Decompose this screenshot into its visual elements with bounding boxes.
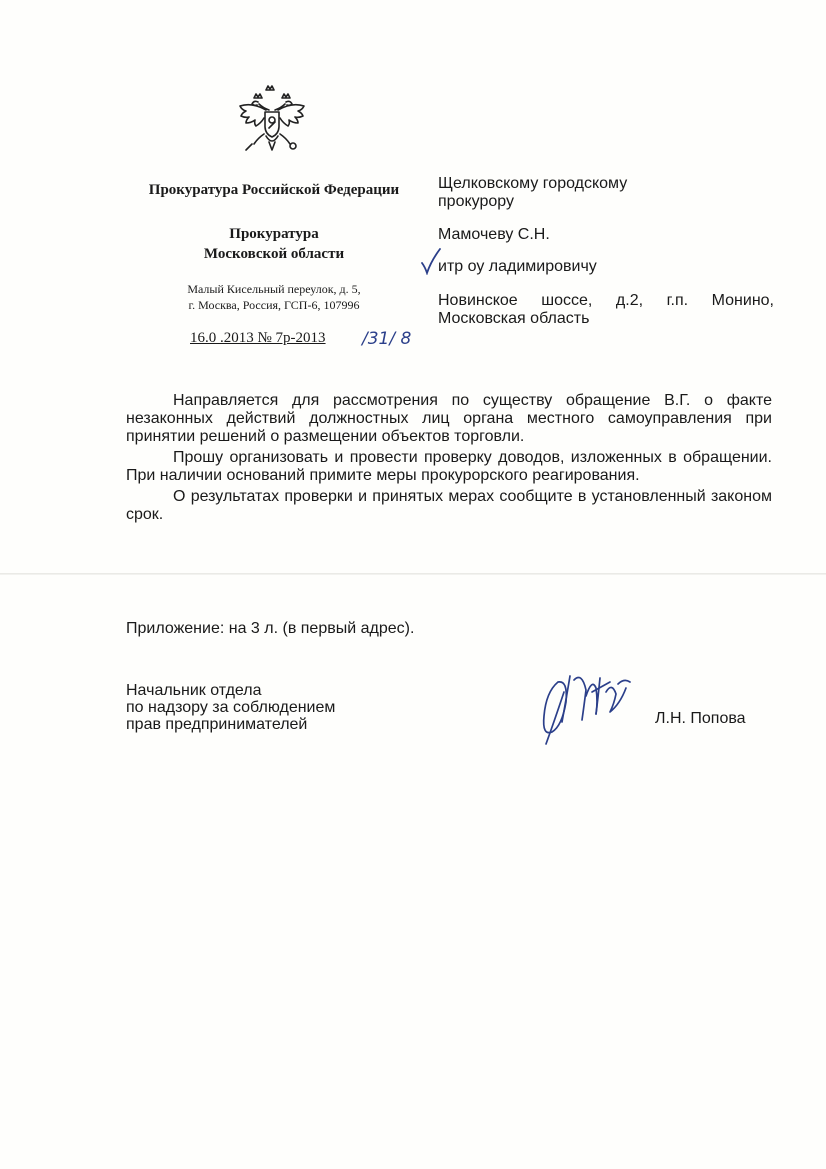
regional-office-line1: Прокуратура xyxy=(229,226,319,242)
position-line1: Начальник отдела xyxy=(126,682,262,699)
attachment-note: Приложение: на 3 л. (в первый адрес). xyxy=(126,620,415,637)
recipient-first-title xyxy=(438,175,738,211)
organization-name: Прокуратура Российской Федерации xyxy=(148,182,400,198)
body-paragraph-1: Направляется для рассмотрения по существу обращение В.Г. о факте незаконных действий должностных лиц органа местного самоуправления при принятии решений о размещении объектов торговли. xyxy=(126,392,772,445)
recipient-second-name: итр оу ладимировичу xyxy=(438,258,597,275)
organization-address xyxy=(156,281,392,313)
signer-position xyxy=(126,682,335,733)
address-line2: г. Москва, Россия, ГСП-6, 107996 xyxy=(188,298,360,312)
coat-of-arms-emblem xyxy=(236,84,308,154)
recipient-second-address xyxy=(438,292,774,328)
regional-office-name xyxy=(160,224,388,264)
recipient-first-name: Мамочеву С.Н. xyxy=(438,226,550,243)
letter-body xyxy=(126,392,772,527)
body-paragraph-2: Прошу организовать и провести проверку доводов, изложенных в обращении. При наличии оснований примите меры прокурорского реагирования. xyxy=(126,449,772,484)
recipient-address-line1: Новинское шоссе, д.2, г.п. Монино, xyxy=(438,292,774,309)
signer-name: Л.Н. Попова xyxy=(655,710,746,727)
paper-fold-line xyxy=(0,573,826,575)
position-line3: прав предпринимателей xyxy=(126,716,308,733)
address-line1: Малый Кисельный переулок, д. 5, xyxy=(187,282,361,296)
position-line2: по надзору за соблюдением xyxy=(126,699,336,716)
regional-office-line2: Московской области xyxy=(203,246,345,262)
handwritten-reg-text: /31/ 8 xyxy=(362,329,412,349)
recipient-address-line2: Московская область xyxy=(438,310,590,327)
handwritten-signature xyxy=(530,662,642,748)
handwritten-registration-suffix xyxy=(358,322,420,350)
recipient-first-line2: прокурору xyxy=(438,193,514,210)
body-paragraph-3: О результатах проверки и принятых мерах сообщите в установленный законом срок. xyxy=(126,488,772,523)
registration-number: 16.0 .2013 № 7р-2013 xyxy=(190,330,326,346)
recipient-first-line1: Щелковскому городскому xyxy=(438,175,628,192)
